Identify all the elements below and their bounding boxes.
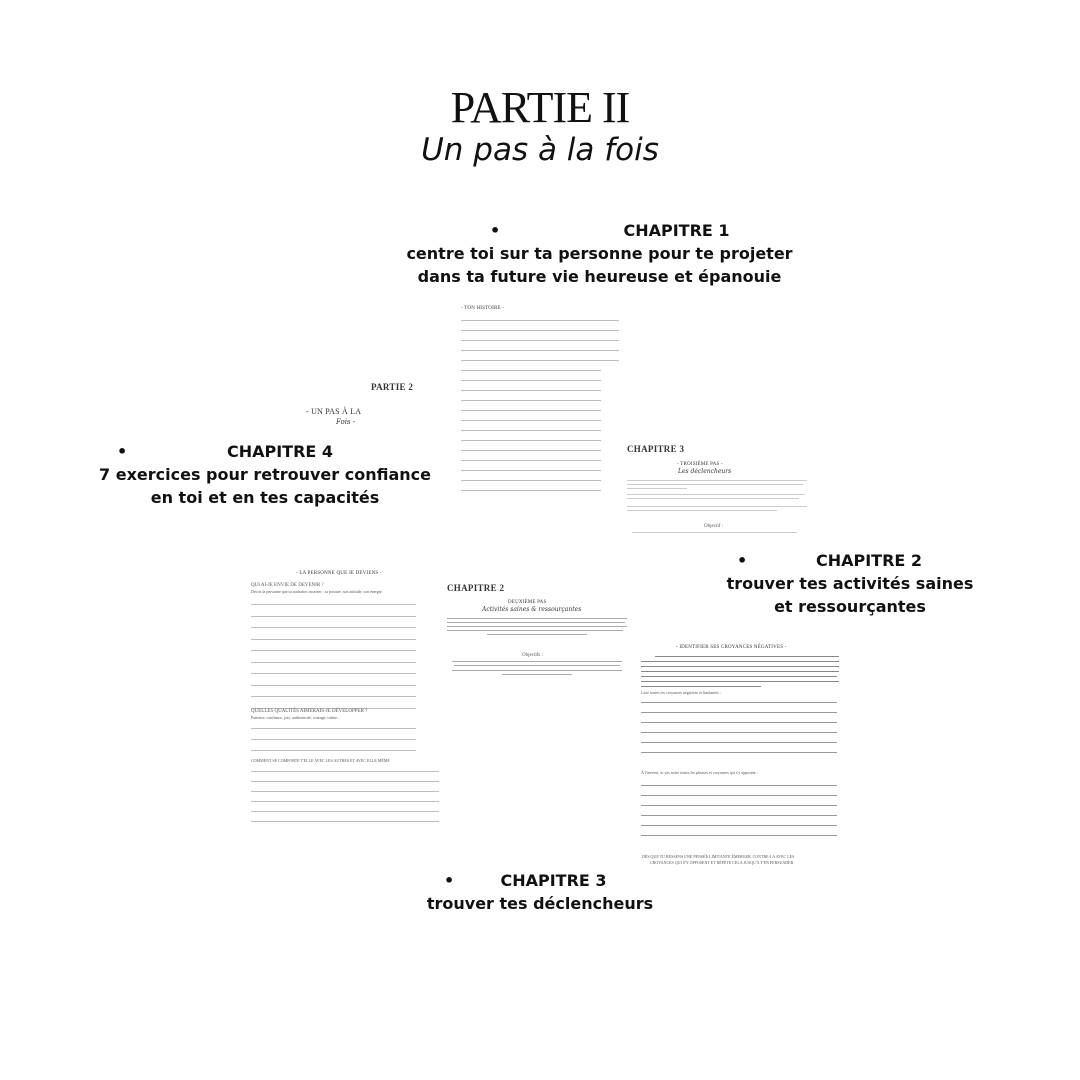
question-1-hint: Décris la personne que tu souhaites incarner : sa posture, son attitude, son énergie. — [251, 589, 383, 594]
writing-line — [461, 390, 601, 391]
chapter-1-heading: CHAPITRE 1 — [623, 221, 730, 240]
writing-line — [251, 821, 439, 822]
thumbnail-ton-histoire — [455, 300, 625, 505]
writing-line — [251, 771, 439, 772]
bullet-icon: • — [737, 551, 748, 570]
writing-line — [461, 350, 619, 351]
thumbnail-line: - UN PAS À LA — [306, 407, 362, 416]
thumbnail-partie-2 — [290, 375, 430, 435]
thumbnail-heading: DEUXIÈME PAS — [508, 600, 547, 605]
chapter-3-desc-line1: trouver tes déclencheurs — [426, 894, 654, 913]
chapter-4-desc-line1: 7 exercices pour retrouver confiance — [99, 465, 431, 484]
chapter-4-heading: CHAPITRE 4 — [226, 442, 334, 461]
footer-line-2: CROYANCES QUI S'Y OPPOSENT ET RÉPÈTE CELA JUSQU'À T'EN PERSUADER. — [650, 860, 795, 865]
chapter-3-heading: CHAPITRE 3 — [500, 871, 607, 890]
writing-line — [461, 320, 619, 321]
thumbnail-croyances — [636, 642, 842, 868]
thumbnail-label: CHAPITRE 3 — [627, 444, 685, 454]
writing-line — [641, 835, 837, 836]
bullet-icon: • — [490, 221, 501, 240]
writing-line — [251, 616, 416, 617]
question-2-hint: Patience, confiance, joie, authenticité, courage, calme... — [251, 715, 340, 720]
writing-line — [461, 380, 601, 381]
bullet-icon: • — [444, 871, 455, 890]
writing-line — [251, 811, 439, 812]
chapter-2-heading: CHAPITRE 2 — [815, 551, 923, 570]
writing-line — [641, 732, 837, 733]
writing-line — [251, 604, 416, 605]
writing-line — [251, 662, 416, 663]
writing-line — [461, 410, 601, 411]
writing-line — [251, 791, 439, 792]
writing-line — [251, 728, 416, 729]
writing-line — [251, 781, 439, 782]
thumbnail-chapitre-3 — [622, 440, 812, 540]
writing-line — [461, 340, 619, 341]
chapter-4-block — [95, 440, 435, 509]
question-3: COMMENT SE COMPORTE T'ELLE AVEC LES AUTRES ET AVEC ELLE MÊME — [251, 758, 390, 763]
writing-line — [461, 360, 619, 361]
writing-line — [641, 702, 837, 703]
thumbnail-label: CHAPITRE 2 — [447, 583, 505, 593]
writing-line — [461, 460, 601, 461]
writing-line — [461, 480, 601, 481]
writing-line — [461, 490, 601, 491]
writing-line — [251, 685, 416, 686]
writing-line — [251, 650, 416, 651]
thumbnail-chapitre-2 — [442, 578, 632, 688]
chapter-1-desc-line1: centre toi sur ta personne pour te projeter — [406, 244, 793, 263]
chapter-1-desc-line2: dans ta future vie heureuse et épanouie — [417, 267, 782, 286]
writing-line — [251, 801, 439, 802]
writing-line — [641, 712, 837, 713]
writing-line — [461, 420, 601, 421]
list-prompt-2: À l'inverse, tu vas noter toutes les phrases et croyances qui s'y opposent : — [641, 770, 758, 775]
writing-line — [461, 440, 601, 441]
writing-line — [461, 470, 601, 471]
writing-line — [251, 639, 416, 640]
writing-line — [251, 696, 416, 697]
thumbnail-objective: Objectifs : — [522, 653, 543, 658]
writing-line — [461, 430, 601, 431]
thumbnail-heading: - TROISIÈME PAS - — [677, 462, 723, 467]
page-title: PARTIE II — [450, 83, 630, 132]
thumbnail-heading: - LA PERSONNE QUE JE DEVIENS - — [296, 571, 382, 576]
writing-line — [251, 627, 416, 628]
writing-line — [251, 673, 416, 674]
writing-line — [461, 330, 619, 331]
footer-line-1: DÈS QUE TU RESSENS UNE PENSÉE LIMITANTE ÉMERGER, CONTRE-LA AVEC LES — [642, 854, 795, 859]
chapter-3-block — [420, 869, 660, 915]
chapter-2-desc-line2: et ressourçantes — [774, 597, 926, 616]
thumbnail-label: PARTIE 2 — [371, 382, 414, 392]
writing-line — [641, 795, 837, 796]
thumbnail-objective: Objectif : — [704, 524, 724, 529]
chapter-2-desc-line1: trouver tes activités saines — [726, 574, 974, 593]
writing-line — [641, 785, 837, 786]
thumbnail-heading: - TON HISTOIRE - — [461, 306, 505, 311]
chapter-1-block — [406, 219, 890, 288]
chapter-2-block — [720, 549, 980, 618]
writing-line — [251, 739, 416, 740]
thumbnail-script: Fois - — [336, 418, 356, 426]
writing-line — [461, 450, 601, 451]
writing-line — [461, 400, 601, 401]
writing-line — [641, 815, 837, 816]
thumbnail-script: Les déclencheurs — [678, 468, 732, 475]
question-2: QUELLES QUALITÉS AIMERAIS-JE DÉVELOPPER ? — [251, 709, 368, 714]
thumbnail-heading: - IDENTIFIER SES CROYANCES NÉGATIVES - — [676, 645, 787, 650]
bullet-icon: • — [117, 442, 128, 461]
writing-line — [251, 750, 416, 751]
writing-line — [461, 370, 601, 371]
writing-line — [641, 825, 837, 826]
list-prompt-1: Liste toutes tes croyances négatives et limitantes : — [641, 690, 721, 695]
question-1: QUI AI-JE ENVIE DE DEVENIR ? — [251, 583, 324, 588]
writing-line — [641, 805, 837, 806]
writing-line — [641, 742, 837, 743]
page-subtitle: Un pas à la fois — [421, 132, 659, 168]
thumbnail-personne — [246, 566, 444, 834]
chapter-4-desc-line2: en toi et en tes capacités — [150, 488, 380, 507]
writing-line — [641, 722, 837, 723]
writing-line — [641, 752, 837, 753]
thumbnail-script: Activités saines & ressourçantes — [482, 606, 582, 613]
